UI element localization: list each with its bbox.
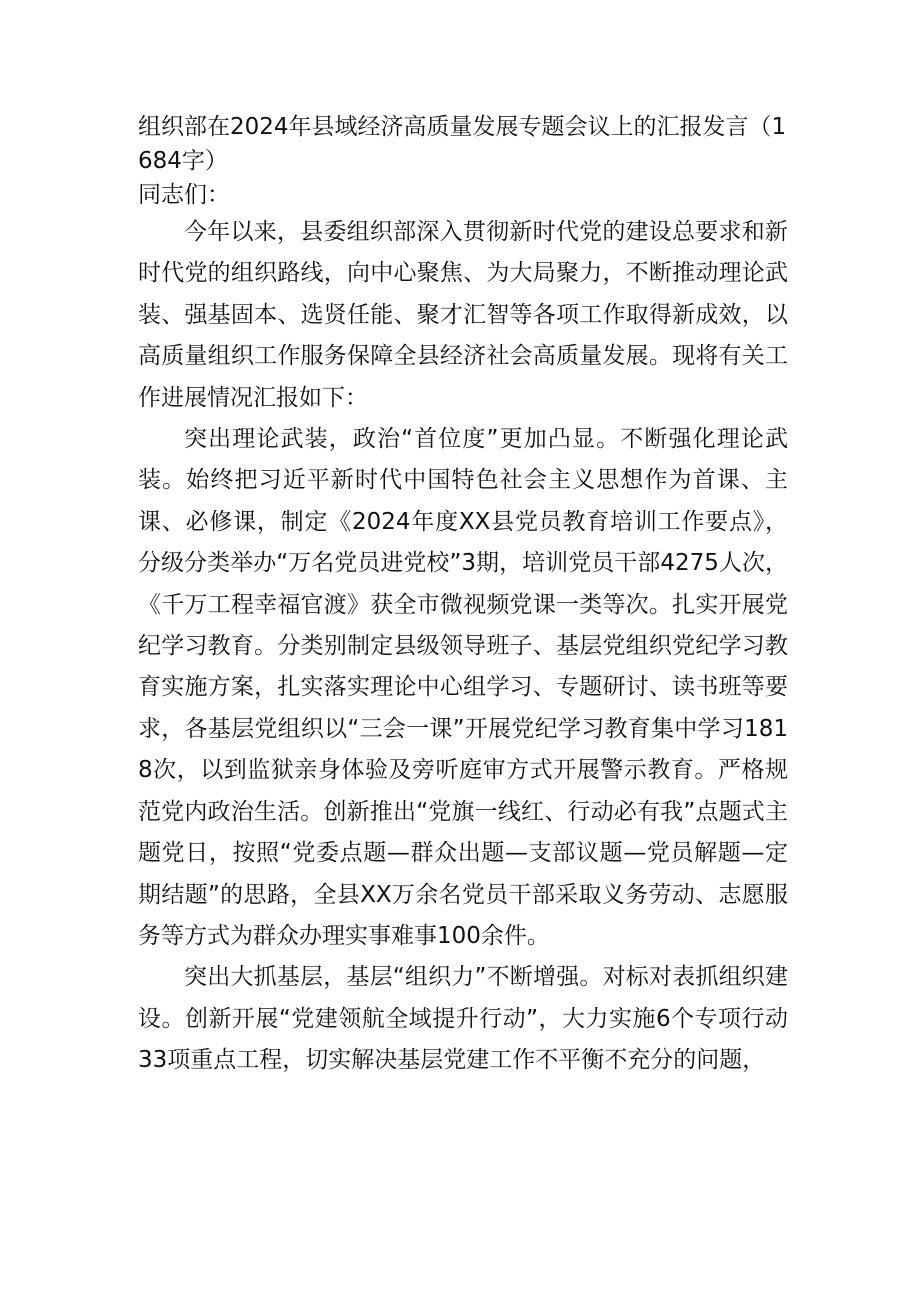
- document-page: [138, 110, 788, 1082]
- paragraph-theory: 突出理论武装，政治“首位度”更加凸显。不断强化理论武装。始终把习近平新时代中国特色社会主义思想作为首课、主课、必修课，制定《2024年度XX县党员教育培训工作要点》，分级分类举办“万名党员进党校”3期，培训党员干部4275人次，《千万工程幸福官渡》获全市微视频党课一类等次。扎实开展党纪学习教育。分类别制定县级领导班子、基层党组织党纪学习教育实施方案，扎实落实理论中心组学习、专题研讨、读书班等要求，各基层党组织以“三会一课”开展党纪学习教育集中学习1818次，以到监狱亲身体验及旁听庭审方式开展警示教育。严格规范党内政治生活。创新推出“党旗一线红、行动必有我”点题式主题党日，按照“党委点题—群众出题—支部议题—党员解题—定期结题”的思路，全县XX万余名党员干部采取义务劳动、志愿服务等方式为群众办理实事难事100余件。: [138, 426, 788, 949]
- paragraph-grassroots: 突出大抓基层，基层“组织力”不断增强。对标对表抓组织建设。创新开展“党建领航全域提升行动”，大力实施6个专项行动33项重点工程，切实解决基层党建工作不平衡不充分的问题，: [138, 964, 788, 1074]
- salutation: 同志们：: [138, 182, 230, 208]
- document-title: 组织部在2024年县域经济高质量发展专题会议上的汇报发言（1684字）: [138, 114, 787, 174]
- paragraph-intro: 今年以来，县委组织部深入贯彻新时代党的建设总要求和新时代党的组织路线，向中心聚焦、为大局聚力，不断推动理论武装、强基固本、选贤任能、聚才汇智等各项工作取得新成效，以高质量组织工作服务保障全县经济社会高质量发展。现将有关工作进展情况汇报如下：: [138, 219, 788, 411]
